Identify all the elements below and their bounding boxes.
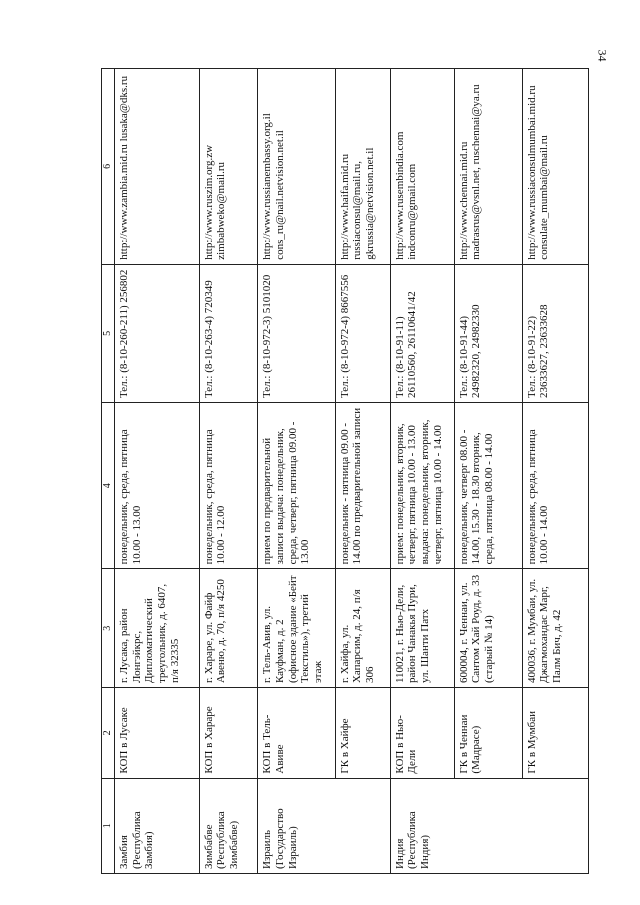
hours-cell: понедельник, среда, пятница 10.00 - 13.00 bbox=[115, 403, 200, 569]
table-row bbox=[390, 69, 454, 874]
phone-cell: Тел.: (8-10-91-11) 26110560, 26110641/42 bbox=[390, 264, 454, 402]
address-cell: 600004, г. Ченнаи, ул. Сантом Хай Роуд, д. 33 (старый № 14) bbox=[454, 569, 522, 688]
address-cell: г. Хараре, ул. Файф Авеню, д. 70, п/я 4250 bbox=[199, 569, 257, 688]
hours-cell: прием по предварительной записи выдача: понедельник, среда, четверг, пятница 09.00 - 13.00 bbox=[258, 403, 335, 569]
table-row bbox=[454, 69, 522, 874]
rotated-table-wrapper bbox=[101, 68, 589, 874]
column-number-row bbox=[102, 69, 115, 874]
phone-cell: Тел.: (8-10-972-3) 5101020 bbox=[258, 264, 335, 402]
table-row bbox=[522, 69, 588, 874]
contacts-cell: http://www.zambia.mid.ru lusaka@dks.ru bbox=[115, 69, 200, 265]
country-cell: Израиль (Государство Израиль) bbox=[258, 778, 390, 873]
office-cell: ГК в Мумбаи bbox=[522, 688, 588, 779]
address-cell: 400036, г. Мумбаи, ул. Джагмохандас Марг, Палм Бич, д. 42 bbox=[522, 569, 588, 688]
contacts-cell: http://www.russianembassy.org.il cons_ru@nail.netvision.net.il bbox=[258, 69, 335, 265]
page-number: 34 bbox=[595, 49, 610, 62]
table-row bbox=[115, 69, 200, 874]
column-number: 1 bbox=[102, 778, 115, 873]
contacts-cell: http://www.russiaconsulmumbai.mid.ru consulate_mumbai@mail.ru bbox=[522, 69, 588, 265]
country-cell: Зимбабве (Республика Зимбабве) bbox=[199, 778, 257, 873]
hours-cell: понедельник, четверг 08.00 - 14.00, 15.30 - 18.30 вторник, среда, пятница 08.00 - 14.00 bbox=[454, 403, 522, 569]
contacts-cell: http://www.chennai.mid.ru madrasrus@vsnl.net, ruschennai@ya.ru bbox=[454, 69, 522, 265]
phone-cell: Тел.: (8-10-260-211) 256802 bbox=[115, 264, 200, 402]
consulates-table bbox=[101, 68, 589, 874]
phone-cell: Тел.: (8-10-263-4) 720349 bbox=[199, 264, 257, 402]
hours-cell: понедельник, среда, пятница 10.00 - 14.00 bbox=[522, 403, 588, 569]
table-row bbox=[335, 69, 390, 874]
contacts-cell: http://www.haifa.mid.ru russiaconsul@mail.ru, gkrussia@netvision.net.il bbox=[335, 69, 390, 265]
address-cell: г. Хайфа, ул. Хапарсим, д. 24, п/я 306 bbox=[335, 569, 390, 688]
phone-cell: Тел.: (8-10-91-44) 24982320, 24982330 bbox=[454, 264, 522, 402]
office-cell: КОП в Тель-Авиве bbox=[258, 688, 335, 779]
office-cell: КОП в Лусаке bbox=[115, 688, 200, 779]
office-cell: ГК в Ченнаи (Мадрасе) bbox=[454, 688, 522, 779]
column-number: 2 bbox=[102, 688, 115, 779]
phone-cell: Тел.: (8-10-972-4) 8667556 bbox=[335, 264, 390, 402]
hours-cell: прием: понедельник, вторник, четверг, пятница 10.00 - 13.00 выдача: понедельник, вторник, четверг, пятница 10.00 - 14.00 bbox=[390, 403, 454, 569]
phone-cell: Тел.: (8-10-91-22) 23633627, 23633628 bbox=[522, 264, 588, 402]
hours-cell: понедельник, среда, пятница 10.00 - 12.00 bbox=[199, 403, 257, 569]
column-number: 5 bbox=[102, 264, 115, 402]
office-cell: ГК в Хайфе bbox=[335, 688, 390, 779]
contacts-cell: http://www.ruszim.org.zw zimbabweko@mail.ru bbox=[199, 69, 257, 265]
address-cell: г. Тель-Авив, ул. Кауфман, д. 2 (офисное здание «Бейт Текстиль»), третий этаж bbox=[258, 569, 335, 688]
table-row bbox=[258, 69, 335, 874]
country-cell: Замбия (Республика Замбия) bbox=[115, 778, 200, 873]
table-row bbox=[199, 69, 257, 874]
address-cell: г. Лусака, район Лонгэйкрс, Дипломатический треугольник, д. 6407, п/я 32335 bbox=[115, 569, 200, 688]
address-cell: 110021, г. Нью-Дели, район Чанакья Пури, ул. Шанти Патх bbox=[390, 569, 454, 688]
office-cell: КОП в Хараре bbox=[199, 688, 257, 779]
hours-cell: понедельник - пятница 09.00 - 14.00 по предварительной записи bbox=[335, 403, 390, 569]
column-number: 3 bbox=[102, 569, 115, 688]
column-number: 6 bbox=[102, 69, 115, 265]
column-number: 4 bbox=[102, 403, 115, 569]
office-cell: КОП в Нью-Дели bbox=[390, 688, 454, 779]
contacts-cell: http://www.rusembindia.com indconru@gmail.com bbox=[390, 69, 454, 265]
country-cell: Индия (Республика Индия) bbox=[390, 778, 588, 873]
